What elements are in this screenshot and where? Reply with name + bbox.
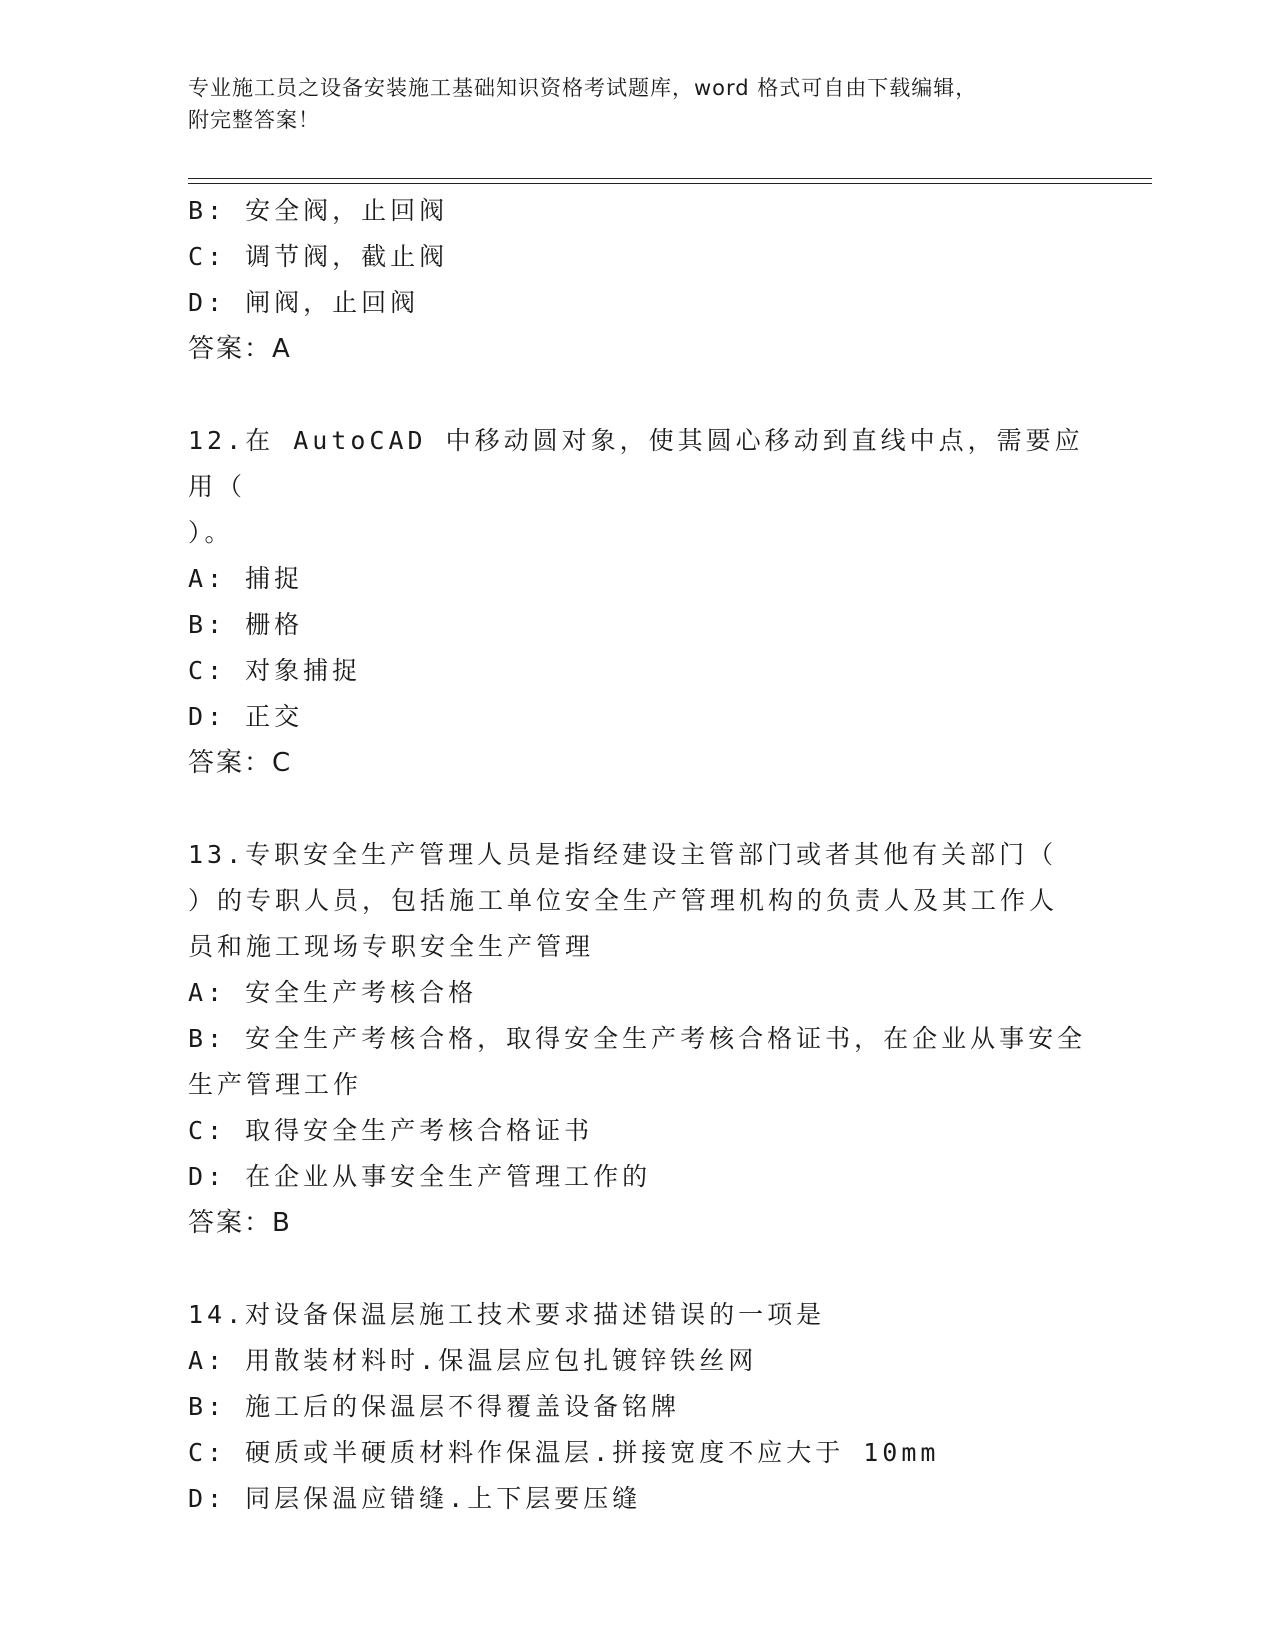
option-d: D: 闸阀，止回阀	[188, 288, 420, 317]
option-c: C: 调节阀，截止阀	[188, 242, 449, 271]
option-b: B: 栅格	[188, 610, 304, 639]
option-b: B: 安全阀，止回阀	[188, 196, 449, 225]
question-stem: 14.对设备保温层施工技术要求描述错误的一项是	[188, 1300, 826, 1329]
option-c: C: 取得安全生产考核合格证书	[188, 1116, 594, 1145]
option-c: C: 硬质或半硬质材料作保温层.拼接宽度不应大于 10mm	[188, 1438, 940, 1467]
question-stem: 13.专职安全生产管理人员是指经建设主管部门或者其他有关部门（	[188, 840, 1058, 869]
header-divider-top	[188, 178, 1152, 179]
answer: 答案：A	[188, 334, 292, 364]
question-12	[188, 418, 1088, 786]
option-c: C: 对象捕捉	[188, 656, 362, 685]
option-d: D: 在企业从事安全生产管理工作的	[188, 1162, 652, 1191]
header-divider-bottom	[188, 183, 1152, 184]
answer: 答案：C	[188, 748, 293, 778]
question-stem-cont: 员和施工现场专职安全生产管理	[188, 932, 595, 961]
spacer	[188, 372, 1088, 418]
header-line-2: 附完整答案！	[188, 108, 320, 132]
option-d: D: 同层保温应错缝.上下层要压缝	[188, 1484, 642, 1513]
option-b-cont: 生产管理工作	[188, 1070, 363, 1099]
question-list	[188, 188, 1088, 1522]
question-14	[188, 1292, 1088, 1522]
spacer	[188, 786, 1088, 832]
option-a: A: 用散装材料时.保温层应包扎镀锌铁丝网	[188, 1346, 758, 1375]
question-stem-cont: ）。	[188, 518, 234, 547]
option-b: B: 安全生产考核合格，取得安全生产考核合格证书，在企业从事安全	[188, 1024, 1087, 1053]
question-stem: 12.在 AutoCAD 中移动圆对象，使其圆心移动到直线中点，需要应用（	[188, 426, 1084, 501]
question-13	[188, 832, 1088, 1246]
spacer	[188, 1246, 1088, 1292]
question-11	[188, 188, 1088, 372]
option-a: A: 捕捉	[188, 564, 304, 593]
question-stem-cont: ）的专职人员，包括施工单位安全生产管理机构的负责人及其工作人	[188, 886, 1059, 915]
document-header	[188, 72, 1068, 136]
answer: 答案：B	[188, 1208, 292, 1238]
option-d: D: 正交	[188, 702, 304, 731]
option-a: A: 安全生产考核合格	[188, 978, 478, 1007]
option-b: B: 施工后的保温层不得覆盖设备铭牌	[188, 1392, 681, 1421]
header-line-1: 专业施工员之设备安装施工基础知识资格考试题库，word 格式可自由下载编辑，	[188, 76, 978, 100]
